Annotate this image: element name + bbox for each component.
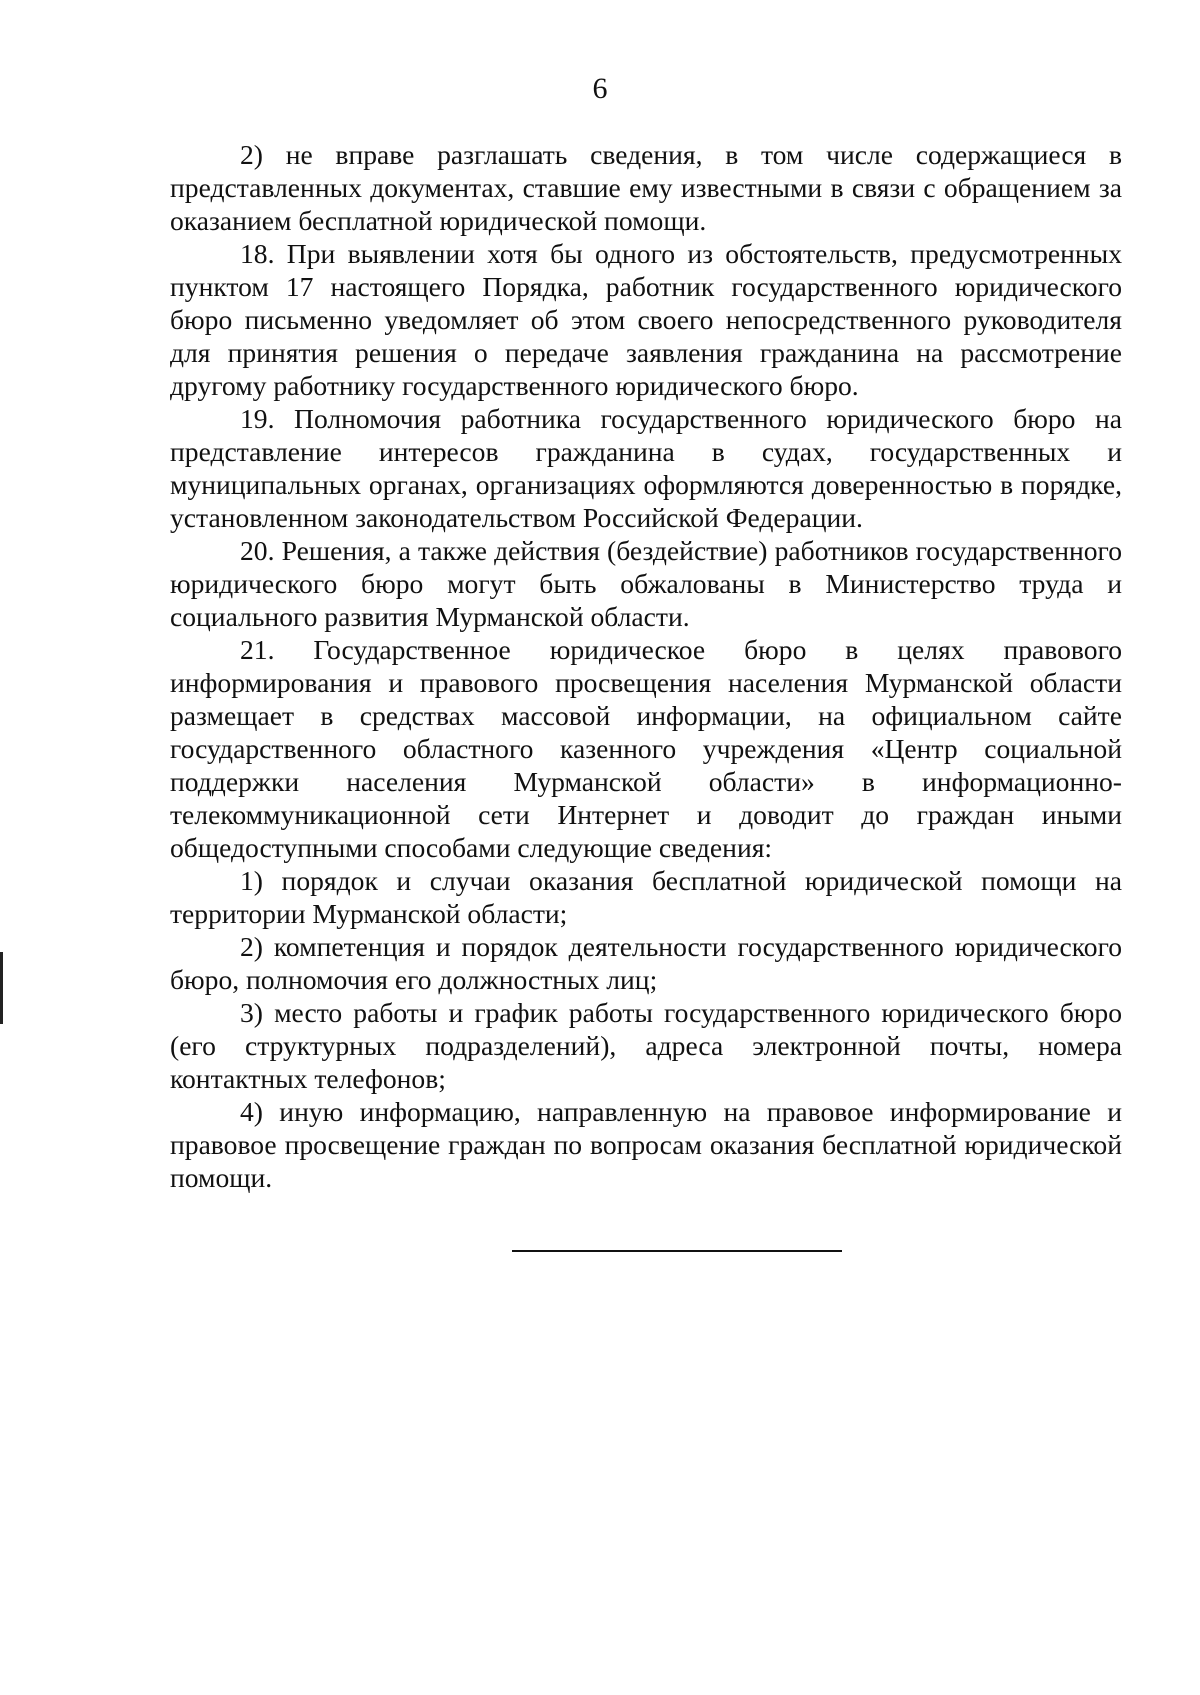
paragraph-item-2-confidentiality: 2) не вправе разглашать сведения, в том числе содержащиеся в представленных документах, ставшие ему известными в связи с обращением за оказанием бесплатной юридической помощи. xyxy=(170,139,1122,236)
paragraph-21: 21. Государственное юридическое бюро в целях правового информирования и правового просвещения населения Мурманской области размещает в средствах массовой информации, на официальном сайте государственного областного казенного учреждения «Центр социальной поддержки населения Мурманской области» в информационно-телекоммуникационной сети Интернет и доводит до граждан иными общедоступными способами следующие сведения: xyxy=(170,634,1122,863)
list-item-4: 4) иную информацию, направленную на правовое информирование и правовое просвещение граждан по вопросам оказания бесплатной юридической помощи. xyxy=(170,1096,1122,1193)
paragraph-18: 18. При выявлении хотя бы одного из обстоятельств, предусмотренных пунктом 17 настоящего Порядка, работник государственного юридического бюро письменно уведомляет об этом своего непосредственного руководителя для принятия решения о передаче заявления гражданина на рассмотрение другому работнику государственного юридического бюро. xyxy=(170,238,1122,401)
scan-margin-mark xyxy=(0,952,3,1024)
list-item-2: 2) компетенция и порядок деятельности государственного юридического бюро, полномочия его должностных лиц; xyxy=(170,931,1122,995)
paragraph-20: 20. Решения, а также действия (бездействие) работников государственного юридического бюро могут быть обжалованы в Министерство труда и социального развития Мурманской области. xyxy=(170,535,1122,632)
list-item-3: 3) место работы и график работы государственного юридического бюро (его структурных подразделений), адреса электронной почты, номера контактных телефонов; xyxy=(170,997,1122,1094)
paragraph-19: 19. Полномочия работника государственного юридического бюро на представление интересов гражданина в судах, государственных и муниципальных органах, организациях оформляются доверенностью в порядке, установленном законодательством Российской Федерации. xyxy=(170,403,1122,533)
document-body xyxy=(170,138,1122,1194)
list-item-1: 1) порядок и случаи оказания бесплатной юридической помощи на территории Мурманской области; xyxy=(170,865,1122,929)
page-number: 6 xyxy=(592,72,608,105)
end-separator-line xyxy=(512,1250,842,1252)
